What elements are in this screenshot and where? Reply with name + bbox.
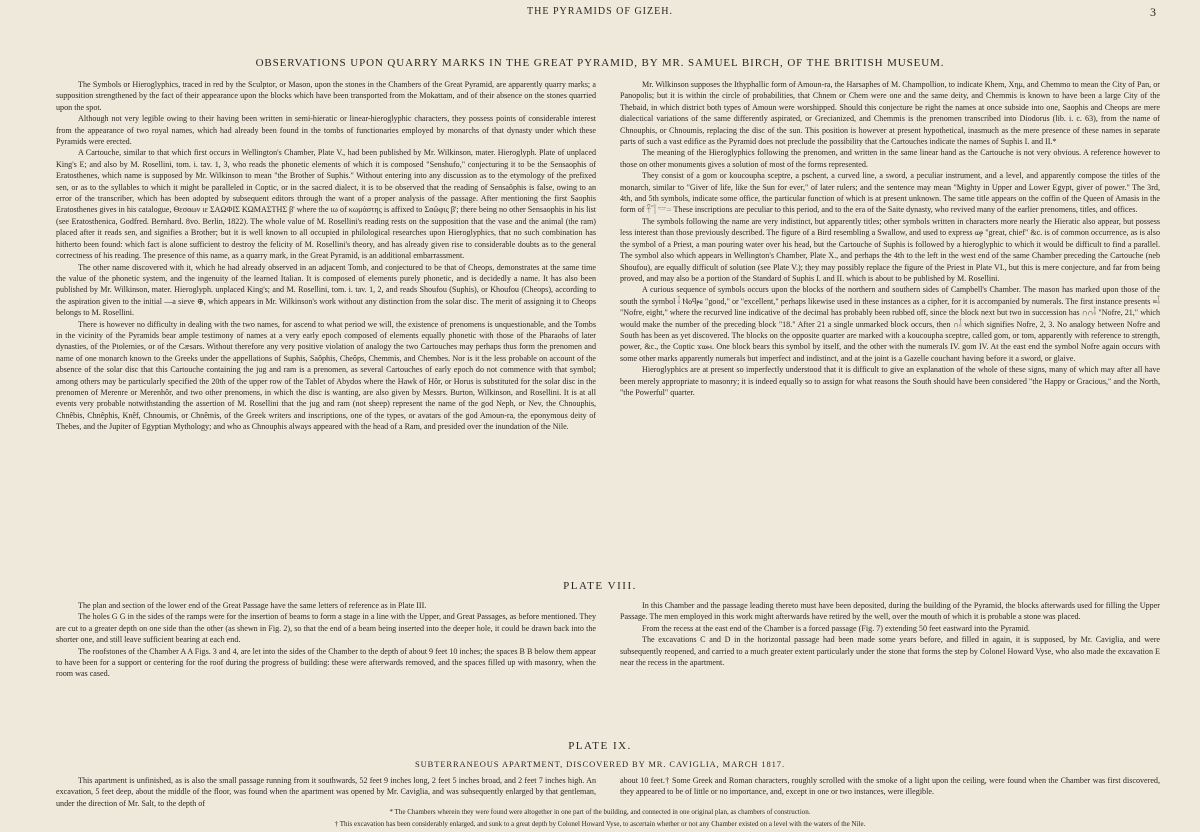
plate-ix-heading: PLATE IX. — [568, 740, 632, 752]
paragraph: The excavations C and D in the horizontal passage had been made some years before, and filled in again, it is supposed, by Mr. Caviglia, and were subsequently reopened, and carried to a much greater extent particularly under the stone that forms the step by Colonel Howard Vyse, who also made the excavation E near the recess in the apartment. — [620, 635, 1160, 668]
footnotes — [0, 806, 1200, 830]
paragraph: The holes G G in the sides of the ramps were for the insertion of beams to form a stage in a line with the Upper, and Great Passages, as before mentioned. They are cut to a greater depth on one side than the other (as shewn in Fig. 2), so that the end of a beam being inserted into the deeper hole, it could be drawn back into the shorter one, and still leave sufficient bearing at each end. — [56, 612, 596, 645]
paragraph: Mr. Wilkinson supposes the Ithyphallic form of Amoun-ra, the Harsaphes of M. Champollion, to indicate Khem, Χημ, and Chemmo to mean the City of Pan, or Panopolis; but it is within the circle of probabilities, that Chnem or Chem were one and the same deity, and Chemmis is known to have been a large City of the Thebaid, in which district both types of Amoun were worshipped. Should this conjecture be right the names at once subside into one, Saophis and Cheops are mere dialectical variations of the same differently aspirated, or Grecianized, and Chemmis is the prenomen transcribed into Diodorus (lib. i. c. 63), from the name of Chnouphis, or Chnoumis, replacing the disc of the sun. This position is however at present hypothetical, inasmuch as the mere presence of these names in separate parts of such a vast edifice as the Pyramid does not preclude the possibility that the Cartouches indicate the names of Suphis I. and II.* — [620, 80, 1160, 147]
plate-viii-body — [56, 600, 1160, 710]
paragraph: In this Chamber and the passage leading thereto must have been deposited, during the building of the Pyramid, the blocks afterwards used for filling the Upper Passage. The men employed in this work might afterwards have retired by the well, over the mouth of which it is probable a stone was placed. — [620, 601, 1160, 622]
paragraph: This apartment is unfinished, as is also the small passage running from it southwards, 52 feet 9 inches long, 2 feet 5 inches broad, and 2 feet 7 inches high. An excavation, 5 feet deep, about the middle of the floor, was found when the apartment was opened by Mr. Caviglia, and was subsequently enlarged by that gentleman, under the direction of Mr. Salt, to the depth of — [56, 776, 596, 808]
paragraph: Hieroglyphics are at present so imperfectly understood that it is difficult to give an explanation of the whole of these signs, many of which may after all have been merely appropriate to masonry; it is indeed equally so to assign for what reasons the South should have been considered "the Happy or Gracious," and the North, "the Powerful" quarter. — [620, 365, 1160, 397]
paragraph: The Symbols or Hieroglyphics, traced in red by the Sculptor, or Mason, upon the stones in the Chambers of the Great Pyramid, are apparently quarry marks; a supposition strengthened by the fact of their appearance upon the blocks which have been transported from the Mokattam, and of their absence on the stones quarried upon the spot. — [56, 80, 596, 112]
footnote: † This excavation has been considerably enlarged, and sunk to a great depth by Colonel Howard Vyse, to ascertain whether or not any Chamber existed on a level with the waters of the Nile. — [334, 820, 866, 828]
running-title: THE PYRAMIDS OF GIZEH. — [527, 6, 673, 17]
plate-viii-heading: PLATE VIII. — [563, 580, 637, 592]
plate-viii-left-column — [56, 600, 596, 710]
plate-ix-left-column — [56, 775, 596, 808]
paragraph: From the recess at the east end of the Chamber is a forced passage (Fig. 7) extending 50 feet eastward into the Pyramid. — [642, 623, 1030, 633]
footnote: * The Chambers wherein they were found were altogether in one part of the building, and connected in one original plan, as chambers of construction. — [389, 808, 811, 816]
paragraph: The symbols following the name are very indistinct, but apparently titles; other symbols written in characters more nearly the Hieratic also appear, but possess less interest than those previously described. The figure of a Bird resembling a Swallow, and used to express ⲱⲣ "great, chief" &c. is of common occurrence, as is also the symbol of a Priest, a man pouring water over his head, but the Cartouche of Suphis is followed by a hieroglyphic to which it would be difficult to find a parallel. The symbol also which appears in Wellington's Chamber, Plate X., and perhaps the 4th to the left in the west end of the same Chamber preceding the Cartouche (neb Shoufou), are equally difficult of solution (see Plate V.); they may possibly replace the figure of the Priest in Plate VI., but this is mere conjecture, and far from being proved, and may also be a portion of the Standard of Suphis I. and II. which is about to be published by M. Rosellini. — [620, 216, 1160, 283]
paragraph: The other name discovered with it, which he had already observed in an adjacent Tomb, and conjectured to be that of Cheops, demonstrates at the same time the value of the phonetic system, and the ingenuity of the learned Italian. It is composed of elements purely phonetic, and is decidedly a name. It has also been published by Mr. Wilkinson, mater. Hieroglyph. unplaced King's; and M. Rosellini, tom. i. tav. 1, 2, and reads Shoufou (Suphis), or Khoufou (Cheops), according to the aspiration given to the initial —a sieve ⊕, which appears in Mr. Wilkinson's work without any distinction from the solar disc. The merit of assigning it to Cheops belongs to M. Rosellini. — [56, 262, 596, 318]
paragraph: about 10 feet.† Some Greek and Roman characters, roughly scrolled with the smoke of a light upon the ceiling, were found when the Chamber was first discovered, they appeared to be of little or no importance, and, except in one or two instances, were illegible. — [620, 776, 1160, 797]
main-body — [56, 79, 1160, 561]
main-left-column — [56, 79, 596, 561]
paragraph: A Cartouche, similar to that which first occurs in Wellington's Chamber, Plate V., had been published by Mr. Wilkinson, mater. Hieroglyph. Plate of unplaced King's E; and also by M. Rosellini, tom. i. tav. 1, 3, who reads the phonetic elements of which it is composed "Senshufo," conjecturing it to be the Sensaophis of Eratosthenes, which name is supposed by Mr. Wilkinson to mean "the Brother of Suphis." Without entering into any discussion as to the etymology of the prefixed sen, or as to the syllables to which it might be paralleled in Coptic, or in the sacred dialect, it is to be observed that the reading of Sensaôphis is false, owing to an error of the transcriber, which has been adopted by subsequent editors through the want of a proper analysis of the passage. After mentioning the first Saophis Eratosthenes gives in his catalogue, Θεσαων ιε ΣΑΩΦΙΣ ΚΩΜΑΣΤΗΣ β' where the ιω of κωμάστης is affixed to Σαῶφις β'; there being no other Sensaophis in his list (see Eratosthenica, Godfred. Bernhard. 8vo. Berlin, 1822). The whole value of M. Rosellini's reading rests on the supposition that the vase and the animal (the ram) placed after it reads sen, and signifies a Brother; but it is well known to all occupied in philological researches upon Hieroglyphics, that no such combination has hitherto been found: which fact is alone sufficient to destroy the felicity of M. Rosellini's theory, and has already given rise to considerable doubts as to the general correctness of his reading. The presence of this name, as a quarry mark, in the Great Pyramid, is an additional embarrassment. — [56, 148, 596, 261]
paragraph: The roofstones of the Chamber A A Figs. 3 and 4, are let into the sides of the Chamber to the depth of about 9 feet 10 inches; the spaces B B below them appear to have been for a support or centering for the roof during the progress of building: these were afterwards removed, and the spaces filled up with masonry, when the room was cased. — [56, 646, 596, 679]
paragraph: Although not very legible owing to their having been written in semi-hieratic or linear-hieroglyphic characters, they possess points of considerable interest from the appearance of two royal names, which had already been found in the tombs of functionaries employed by monarchs of that dynasty under which these Pyramids were erected. — [56, 114, 596, 147]
paragraph: There is however no difficulty in dealing with the two names, for ascend to what period we will, the existence of prenomens is unquestionable, and the Tombs in the vicinity of the Pyramids bear ample testimony of names at a very early epoch composed of elements equally phonetic with those of the Pharaohs of later dynasties, of the Ptolemies, or of the Cæsars. Without therefore any very positive violation of analogy the two Cartouches may perhaps thus form the prenomen and name of one monarch known to the Greeks under the appellations of Suphis, Saôphis, Cheôps, Chemmis, and Chembes. Nor is it the less probable on account of the absence of the solar disc that this Cartouche containing the jug and ram is a prenomen, as several Cartouches of early epoch do not commence with that symbol; among others may be particularly specified the 20th of the upper row of the Tablet of Abydos where the Hawk of Hôr, or Horus is substituted for the solar disc in the prenomen of Merenre or Merenhôr, and two other prenomens, in which the disc is wanting, are also given by Messrs. Burton, Wilkinson, and Rosellini. It is at all events very probable notwithstanding the assertion of M. Rosellini that the jug and ram (not sheep) represent the name of the god Neph, or Nev, the Chnouphis, Chnêbis, Chnêphis, Knêf, Chnoumis, or Chnêmis, of the Greek writers and inscriptions, one of the types, or avatars of the god Amoun-ra, the eponymous deity of Thebes, and the Jupiter of Egyptian Mythology; and who as Chnouphis always appeared with the head of a Ram, and presided over the inundation of the Nile. — [56, 319, 596, 432]
plate-viii-right-column — [620, 600, 1160, 710]
plate-ix-right-column — [620, 775, 1160, 805]
main-right-column — [620, 79, 1160, 561]
article-title: OBSERVATIONS UPON QUARRY MARKS IN THE GREAT PYRAMID, BY MR. SAMUEL BIRCH, OF THE BRITISH MUSEUM. — [255, 57, 945, 69]
paragraph: The plan and section of the lower end of the Great Passage have the same letters of reference as in Plate III. — [78, 601, 427, 610]
plate-ix-subheading: SUBTERRANEOUS APARTMENT, DISCOVERED BY MR. CAVIGLIA, MARCH 1817. — [415, 759, 785, 769]
plate-ix-body — [56, 775, 1160, 808]
paragraph: The meaning of the Hieroglyphics following the prenomen, and written in the same linear hand as the Cartouche is not very obvious. A reference however to those on other monuments gives a solution of most of the forms represented. — [620, 148, 1160, 169]
page-number: 3 — [1150, 5, 1156, 19]
paragraph: They consist of a gom or koucoupha sceptre, a pschent, a curved line, a sword, a peculiar instrument, and a level, and apparently compose the titles of the monarch, similar to "Giver of life, like the Sun for ever," of later rulers; and the sentence may mean "Mighty in Upper and Lower Egypt, giver of power." The 3rd, 4th, and 5th symbols, indicate some office, the particular function of which is at present unknown. The same title appears on the coffin of the Queen of Amasis in the form of 𓋹𓊹 𓎟𓏏 These inscriptions are peculiar to this period, and to the era of the Saite dynasty, who revived many of the earlier prenomens, titles, and offices. — [620, 171, 1160, 215]
paragraph: A curious sequence of symbols occurs upon the blocks of the northern and southern sides of Campbell's Chamber. The mason has marked upon those of the south the symbol 𓄤 Ⲛⲟϥⲣⲉ "good," or "excellent," perhaps likewise used in these instances as a cipher, for it is accompanied by numerals. The first instance presents ≡𓄤 "Nofre, eight," where the recurved line indicative of the decimal has probably been rubbed off, since the block next but two in succession has ∩∩𓄤 "Nofre, 21," which would make the number of the preceding block "18." After 21 a single unmarked block occurs, then ∩𓄤 which signifies Nofre, 2, 3. No analogy between Nofre and South has been as yet discovered. The blocks on the opposite quarter are marked with a koucoupha sceptre, called gom, or tom, apparently with reference to strength, power, &c., the Coptic ϫⲱⲙ. One block bears this symbol by itself, and the other with the numerals IV. gom IV. At the east end the symbol Nofre again occurs with some other marks apparently numerals but imperfect and indistinct, and at the joint is a Gazelle couchant having before it a sword, or glaive. — [620, 285, 1160, 363]
